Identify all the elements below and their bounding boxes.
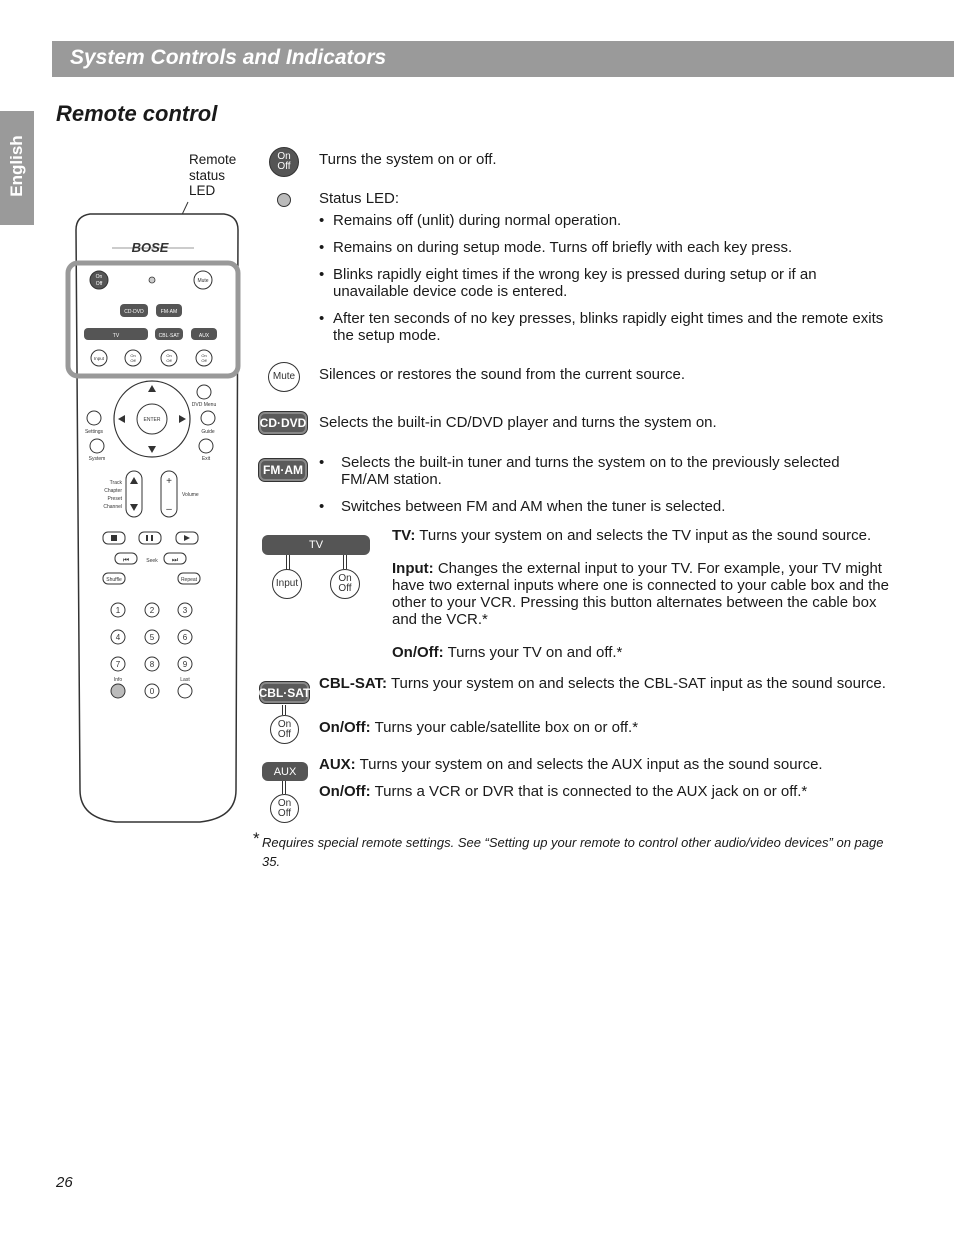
tv-connector-left: [286, 555, 290, 570]
svg-text:CBL·SAT: CBL·SAT: [158, 333, 180, 339]
status-led-list: [319, 212, 889, 354]
tv-description: TV: Turns your system on and selects the TV input as the sound source.: [392, 527, 872, 544]
tv-onoff-description: On/Off: Turns your TV on and off.*: [392, 644, 623, 661]
language-tab-label: English: [7, 135, 26, 197]
cddvd-description: Selects the built-in CD/DVD player and turns the system on.: [319, 414, 717, 431]
aux-icon: AUX: [262, 762, 308, 781]
remote-dvdmenu-button: [197, 385, 211, 399]
footnote-star: *: [253, 829, 260, 848]
remote-digit-label: 1: [115, 606, 121, 615]
svg-text:⏮: ⏮: [122, 557, 130, 564]
svg-text:Shuffle: Shuffle: [106, 577, 122, 583]
svg-text:AUX: AUX: [198, 333, 210, 339]
svg-text:+: +: [166, 476, 172, 487]
svg-text:Input: Input: [93, 356, 105, 361]
list-item: • Remains off (unlit) during normal operation.: [319, 212, 889, 229]
remote-digit-label: 2: [149, 606, 155, 615]
remote-onoff-label: Off: [201, 358, 207, 363]
tv-icon: TV: [262, 535, 370, 555]
remote-digit-label: 7: [115, 660, 121, 669]
tv-onoff-icon: On Off: [330, 569, 360, 599]
svg-text:Mute: Mute: [197, 278, 209, 284]
svg-text:Last: Last: [180, 677, 190, 683]
cddvd-icon: CD·DVD: [259, 412, 307, 434]
remote-onoff-label: On: [166, 353, 172, 358]
svg-text:Info: Info: [113, 677, 123, 683]
fmam-icon: FM·AM: [259, 459, 307, 481]
remote-illustration: [60, 190, 260, 830]
remote-onoff-label: On: [130, 353, 136, 358]
mute-icon: Mute: [268, 362, 300, 392]
callout-line-1: Remote: [189, 152, 237, 167]
aux-connector: [282, 781, 286, 794]
cblsat-icon: CBL·SAT: [260, 682, 309, 703]
aux-description: AUX: Turns your system on and selects the AUX input as the sound source.: [319, 756, 823, 773]
remote-last-button: [178, 684, 192, 698]
svg-text:Channel: Channel: [103, 504, 122, 510]
aux-onoff-icon: On Off: [270, 794, 299, 823]
svg-text:System: System: [88, 456, 106, 462]
svg-text:On: On: [95, 274, 103, 280]
svg-text:Guide: Guide: [201, 429, 215, 435]
svg-text:Track: Track: [109, 480, 122, 486]
remote-digit-label: 4: [115, 633, 121, 642]
list-item: • After ten seconds of no key presses, blinks rapidly eight times and the remote exits the setup mode.: [319, 310, 889, 344]
remote-onoff-label: On: [201, 353, 207, 358]
remote-digit-label: 6: [182, 633, 188, 642]
cblsat-description: CBL-SAT: Turns your system on and selects the CBL-SAT input as the sound source.: [319, 675, 886, 692]
header-title: System Controls and Indicators: [70, 46, 387, 69]
remote-exit-button: [199, 439, 213, 453]
remote-system-button: [90, 439, 104, 453]
svg-text:Exit: Exit: [201, 456, 211, 462]
language-tab: [0, 111, 34, 225]
header-bar: [52, 41, 954, 77]
remote-body: [76, 214, 238, 822]
svg-text:Volume: Volume: [182, 492, 199, 498]
svg-text:TV: TV: [112, 333, 120, 339]
svg-text:ENTER: ENTER: [143, 417, 161, 423]
mute-description: Silences or restores the sound from the current source.: [319, 366, 686, 383]
remote-onoff-label: Off: [130, 358, 136, 363]
svg-text:Preset: Preset: [107, 496, 122, 502]
remote-onoff-label: Off: [166, 358, 172, 363]
tv-connector-right: [343, 555, 347, 569]
callout-line-3: LED: [189, 183, 216, 198]
tv-input-description: Input: Changes the external input to your TV. For example, your TV might have two external inputs where one is connected to your cable box and the other to your VCR. Pressing this button alternates between the cable box and the VCR.*: [392, 560, 889, 628]
footnote: [253, 829, 893, 871]
onoff-description: Turns the system on or off.: [319, 151, 497, 168]
status-led-heading: Status LED:: [319, 190, 400, 207]
svg-text:Chapter: Chapter: [104, 488, 122, 494]
callout-line-2: status: [189, 167, 226, 183]
list-item: • Remains on during setup mode. Turns off briefly with each key press.: [319, 239, 889, 256]
list-item: • Blinks rapidly eight times if the wrong key is pressed during setup or if an unavailable device code is entered.: [319, 266, 889, 300]
list-item: • Switches between FM and AM when the tuner is selected.: [319, 498, 879, 515]
svg-text:⏭: ⏭: [171, 557, 179, 564]
tv-input-icon: Input: [272, 569, 302, 599]
svg-text:DVD Menu: DVD Menu: [191, 402, 217, 408]
section-title: Remote control: [56, 101, 218, 126]
svg-text:FM·AM: FM·AM: [160, 309, 178, 315]
onoff-icon: On Off: [269, 147, 299, 177]
remote-status-led: [149, 277, 155, 283]
remote-digit-label: 3: [182, 606, 188, 615]
list-item: • Selects the built-in tuner and turns the system on to the previously selected FM/AM station.: [319, 454, 879, 488]
svg-text:CD·DVD: CD·DVD: [124, 309, 144, 315]
aux-onoff-description: On/Off: Turns a VCR or DVR that is connected to the AUX jack on or off.*: [319, 783, 808, 800]
page-number: 26: [56, 1174, 73, 1191]
cblsat-onoff-description: On/Off: Turns your cable/satellite box on or off.*: [319, 719, 639, 736]
cblsat-onoff-icon: On Off: [270, 715, 299, 744]
svg-text:Seek: Seek: [146, 558, 158, 564]
fmam-list: [319, 454, 879, 525]
remote-digit-label: 8: [149, 660, 155, 669]
svg-text:–: –: [166, 504, 172, 515]
remote-settings-button: [87, 411, 101, 425]
svg-text:Repeat: Repeat: [180, 577, 198, 583]
status-led-icon: [277, 193, 291, 207]
bose-logo: BOSE: [131, 240, 169, 255]
remote-digit-label: 0: [149, 687, 155, 696]
remote-digit-label: 5: [149, 633, 155, 642]
footnote-text: Requires special remote settings. See “Setting up your remote to control other audio/video devices” on page 35.: [262, 835, 884, 869]
svg-text:Off: Off: [95, 281, 103, 287]
remote-pause-button: [139, 532, 161, 544]
remote-guide-button: [201, 411, 215, 425]
cblsat-connector: [282, 705, 286, 715]
svg-text:Settings: Settings: [84, 429, 104, 435]
remote-info-button: [111, 684, 125, 698]
remote-digit-label: 9: [182, 660, 188, 669]
